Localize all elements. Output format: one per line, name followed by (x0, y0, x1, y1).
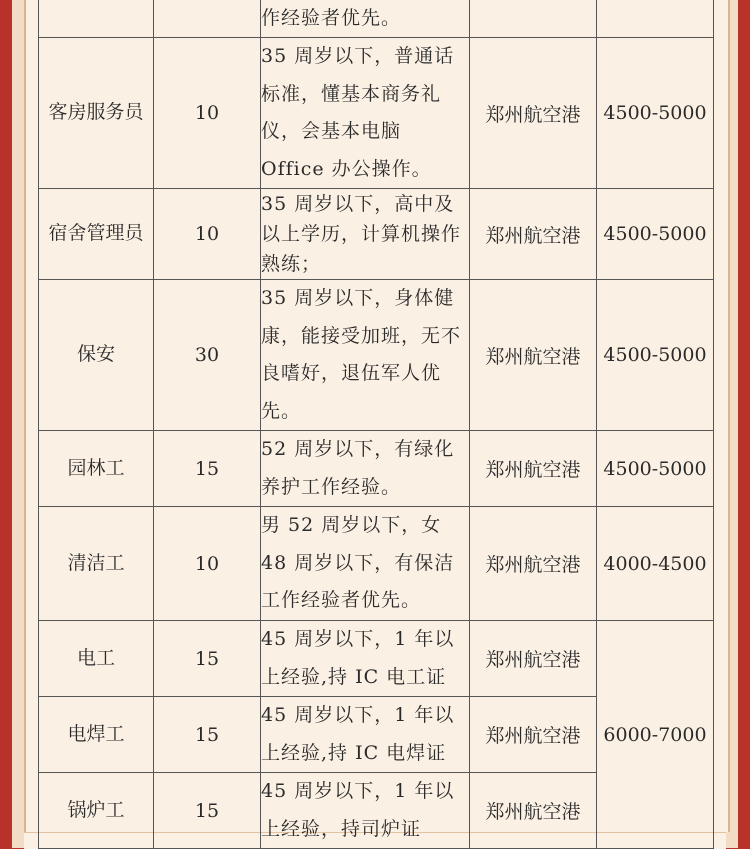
job-count: 10 (154, 189, 261, 280)
job-salary: 4500-5000 (597, 280, 714, 431)
job-location: 郑州航空港 (470, 621, 597, 697)
job-requirement: 35 周岁以下，身体健康，能接受加班，无不良嗜好，退伍军人优先。 (261, 280, 470, 431)
job-salary: 6000-7000 (597, 621, 714, 849)
table-row (39, 189, 714, 280)
job-location: 郑州航空港 (470, 697, 597, 773)
table-row (39, 0, 714, 38)
job-title: 清洁工 (39, 507, 154, 621)
job-requirement: 45 周岁以下，1 年以上经验，持司炉证 (261, 773, 470, 849)
job-salary (597, 0, 714, 38)
job-count: 15 (154, 431, 261, 507)
job-location: 郑州航空港 (470, 507, 597, 621)
job-salary: 4000-4500 (597, 507, 714, 621)
job-title (39, 0, 154, 38)
table-row (39, 621, 714, 697)
job-location: 郑州航空港 (470, 38, 597, 189)
job-count: 30 (154, 280, 261, 431)
job-title: 园林工 (39, 431, 154, 507)
job-requirement: 作经验者优先。 (261, 0, 470, 38)
job-title: 电焊工 (39, 697, 154, 773)
job-requirement: 45 周岁以下，1 年以上经验,持 IC 电工证 (261, 621, 470, 697)
job-location (470, 0, 597, 38)
job-requirement: 35 周岁以下，普通话标准，懂基本商务礼仪，会基本电脑 Office 办公操作。 (261, 38, 470, 189)
job-count: 10 (154, 507, 261, 621)
job-title: 客房服务员 (39, 38, 154, 189)
job-location: 郑州航空港 (470, 280, 597, 431)
job-title: 锅炉工 (39, 773, 154, 849)
job-title: 宿舍管理员 (39, 189, 154, 280)
table-row (39, 507, 714, 621)
job-count (154, 0, 261, 38)
job-title: 电工 (39, 621, 154, 697)
job-count: 15 (154, 697, 261, 773)
job-count: 10 (154, 38, 261, 189)
job-table (38, 0, 714, 849)
job-requirement: 52 周岁以下，有绿化养护工作经验。 (261, 431, 470, 507)
job-location: 郑州航空港 (470, 773, 597, 849)
job-requirement: 男 52 周岁以下，女 48 周岁以下，有保洁工作经验者优先。 (261, 507, 470, 621)
table-row (39, 431, 714, 507)
table-row (39, 38, 714, 189)
job-requirement: 45 周岁以下，1 年以上经验,持 IC 电焊证 (261, 697, 470, 773)
table-row (39, 280, 714, 431)
job-title: 保安 (39, 280, 154, 431)
job-salary: 4500-5000 (597, 38, 714, 189)
job-salary: 4500-5000 (597, 189, 714, 280)
job-salary: 4500-5000 (597, 431, 714, 507)
job-count: 15 (154, 773, 261, 849)
job-count: 15 (154, 621, 261, 697)
job-requirement: 35 周岁以下，高中及以上学历，计算机操作熟练； (261, 189, 470, 280)
job-location: 郑州航空港 (470, 431, 597, 507)
job-location: 郑州航空港 (470, 189, 597, 280)
